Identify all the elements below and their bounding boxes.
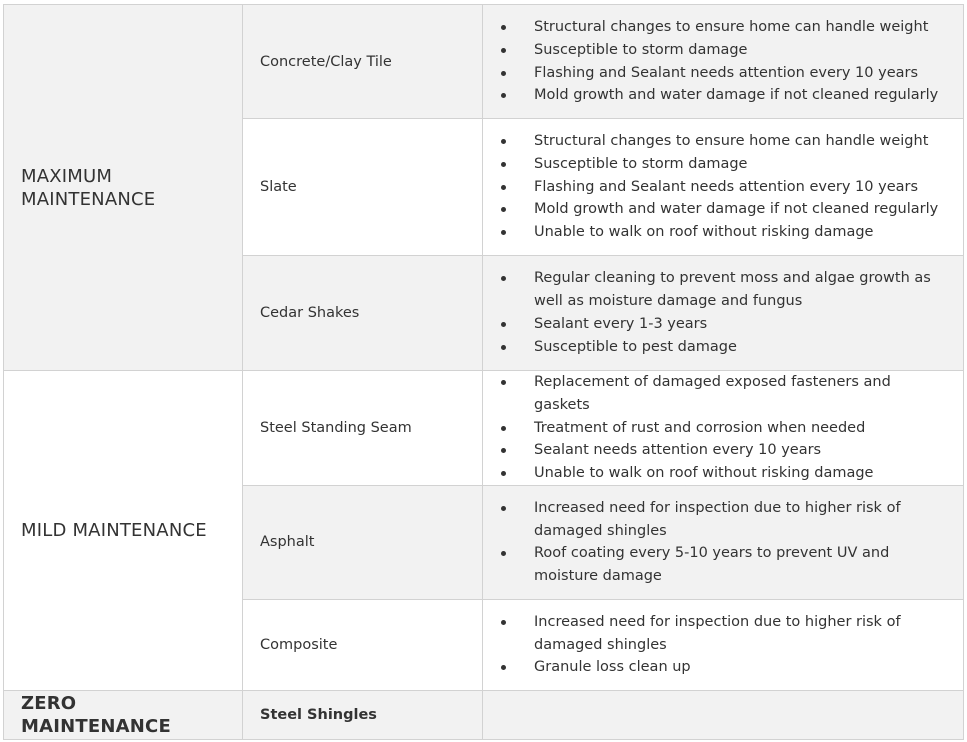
material-asphalt: Asphalt: [243, 485, 483, 599]
list-item: Treatment of rust and corrosion when needed: [534, 417, 945, 440]
list-item: Susceptible to pest damage: [534, 336, 945, 359]
list-item: Increased need for inspection due to higher risk of damaged shingles: [534, 497, 945, 543]
list-item: Structural changes to ensure home can handle weight: [534, 16, 945, 39]
list-item: Regular cleaning to prevent moss and algae growth as well as moisture damage and fungus: [534, 267, 945, 313]
table-row: [4, 690, 964, 739]
maintenance-table: [3, 4, 964, 740]
list-item: Mold growth and water damage if not cleaned regularly: [534, 84, 945, 107]
notes-slate: [483, 119, 964, 256]
notes-concrete-clay-tile: [483, 5, 964, 119]
notes-steel-standing-seam: [483, 371, 964, 486]
material-steel-standing-seam: Steel Standing Seam: [243, 371, 483, 486]
notes-asphalt: [483, 485, 964, 599]
list-item: Increased need for inspection due to higher risk of damaged shingles: [534, 611, 945, 657]
list-item: Structural changes to ensure home can handle weight: [534, 130, 945, 153]
notes-steel-shingles: [483, 690, 964, 739]
material-composite: Composite: [243, 599, 483, 690]
list-item: Unable to walk on roof without risking damage: [534, 462, 945, 485]
material-slate: Slate: [243, 119, 483, 256]
material-steel-shingles: Steel Shingles: [243, 690, 483, 739]
list-item: Replacement of damaged exposed fasteners and gaskets: [534, 371, 945, 417]
list-item: Granule loss clean up: [534, 656, 945, 679]
list-item: Susceptible to storm damage: [534, 39, 945, 62]
category-mild-maintenance: MILD MAINTENANCE: [4, 371, 243, 691]
material-cedar-shakes: Cedar Shakes: [243, 256, 483, 371]
category-zero-maintenance: ZERO MAINTENANCE: [4, 690, 243, 739]
list-item: Mold growth and water damage if not cleaned regularly: [534, 198, 945, 221]
category-maximum-maintenance: MAXIMUM MAINTENANCE: [4, 5, 243, 371]
list-item: Flashing and Sealant needs attention every 10 years: [534, 176, 945, 199]
list-item: Sealant needs attention every 10 years: [534, 439, 945, 462]
table-row: [4, 371, 964, 486]
material-concrete-clay-tile: Concrete/Clay Tile: [243, 5, 483, 119]
list-item: Flashing and Sealant needs attention every 10 years: [534, 62, 945, 85]
notes-composite: [483, 599, 964, 690]
list-item: Roof coating every 5-10 years to prevent UV and moisture damage: [534, 542, 945, 588]
list-item: Susceptible to storm damage: [534, 153, 945, 176]
list-item: Unable to walk on roof without risking damage: [534, 221, 945, 244]
list-item: Sealant every 1-3 years: [534, 313, 945, 336]
notes-cedar-shakes: [483, 256, 964, 371]
table-row: [4, 5, 964, 119]
